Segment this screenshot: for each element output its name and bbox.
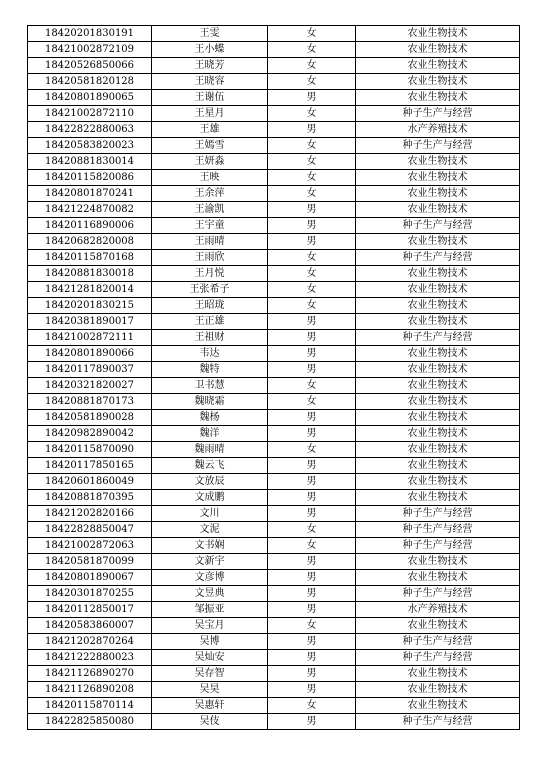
gender-cell: 男 [268, 330, 356, 346]
table-row [28, 426, 520, 442]
table-row [28, 490, 520, 506]
major-cell: 种子生产与经营 [356, 650, 520, 666]
student-name-cell: 王晓芳 [152, 58, 268, 74]
major-cell: 农业生物技术 [356, 410, 520, 426]
gender-cell: 男 [268, 490, 356, 506]
table-row [28, 202, 520, 218]
gender-cell: 女 [268, 250, 356, 266]
major-cell: 种子生产与经营 [356, 106, 520, 122]
student-name-cell: 卫书慧 [152, 378, 268, 394]
major-cell: 种子生产与经营 [356, 330, 520, 346]
student-name-cell: 王小蝶 [152, 42, 268, 58]
major-cell: 农业生物技术 [356, 362, 520, 378]
student-name-cell: 吴博 [152, 634, 268, 650]
gender-cell: 男 [268, 666, 356, 682]
student-name-cell: 魏雨晴 [152, 442, 268, 458]
gender-cell: 女 [268, 394, 356, 410]
student-name-cell: 文彦博 [152, 570, 268, 586]
student-name-cell: 文昱典 [152, 586, 268, 602]
gender-cell: 女 [268, 154, 356, 170]
student-name-cell: 文泥 [152, 522, 268, 538]
gender-cell: 男 [268, 362, 356, 378]
gender-cell: 女 [268, 522, 356, 538]
gender-cell: 男 [268, 234, 356, 250]
table-row [28, 346, 520, 362]
student-id-cell: 18421202870264 [28, 634, 152, 650]
student-id-cell: 18420583820023 [28, 138, 152, 154]
major-cell: 农业生物技术 [356, 74, 520, 90]
major-cell: 种子生产与经营 [356, 250, 520, 266]
major-cell: 农业生物技术 [356, 570, 520, 586]
student-name-cell: 文川 [152, 506, 268, 522]
student-id-cell: 18421002872111 [28, 330, 152, 346]
table-row [28, 74, 520, 90]
major-cell: 农业生物技术 [356, 394, 520, 410]
table-row [28, 282, 520, 298]
student-name-cell: 魏杨 [152, 410, 268, 426]
student-id-cell: 18421224870082 [28, 202, 152, 218]
gender-cell: 男 [268, 426, 356, 442]
table-row [28, 218, 520, 234]
student-roster-sheet [27, 25, 520, 730]
gender-cell: 男 [268, 202, 356, 218]
major-cell: 农业生物技术 [356, 42, 520, 58]
student-name-cell: 文放辰 [152, 474, 268, 490]
student-name-cell: 吴存智 [152, 666, 268, 682]
student-name-cell: 王雯 [152, 26, 268, 42]
table-row [28, 138, 520, 154]
student-name-cell: 王雨晴 [152, 234, 268, 250]
student-name-cell: 王晓容 [152, 74, 268, 90]
student-id-cell: 18420581870099 [28, 554, 152, 570]
student-id-cell: 18422825850080 [28, 714, 152, 730]
student-id-cell: 18421202820166 [28, 506, 152, 522]
student-id-cell: 18422822880063 [28, 122, 152, 138]
table-row [28, 298, 520, 314]
student-name-cell: 文成鹏 [152, 490, 268, 506]
table-row [28, 394, 520, 410]
student-id-cell: 18420321820027 [28, 378, 152, 394]
table-row [28, 250, 520, 266]
student-id-cell: 18420583860007 [28, 618, 152, 634]
student-id-cell: 18421281820014 [28, 282, 152, 298]
student-name-cell: 魏特 [152, 362, 268, 378]
table-row [28, 154, 520, 170]
major-cell: 农业生物技术 [356, 186, 520, 202]
student-name-cell: 王雄 [152, 122, 268, 138]
table-row [28, 698, 520, 714]
student-id-cell: 18420601860049 [28, 474, 152, 490]
student-name-cell: 魏晓霜 [152, 394, 268, 410]
major-cell: 农业生物技术 [356, 698, 520, 714]
gender-cell: 女 [268, 442, 356, 458]
major-cell: 农业生物技术 [356, 666, 520, 682]
major-cell: 农业生物技术 [356, 618, 520, 634]
student-name-cell: 王映 [152, 170, 268, 186]
student-id-cell: 18420115870168 [28, 250, 152, 266]
major-cell: 农业生物技术 [356, 90, 520, 106]
table-row [28, 538, 520, 554]
gender-cell: 男 [268, 650, 356, 666]
student-id-cell: 18420801870241 [28, 186, 152, 202]
student-id-cell: 18420201830215 [28, 298, 152, 314]
major-cell: 种子生产与经营 [356, 138, 520, 154]
student-id-cell: 18420881870173 [28, 394, 152, 410]
student-name-cell: 王余萍 [152, 186, 268, 202]
gender-cell: 女 [268, 106, 356, 122]
student-id-cell: 18420115820086 [28, 170, 152, 186]
major-cell: 种子生产与经营 [356, 218, 520, 234]
student-name-cell: 吴惠轩 [152, 698, 268, 714]
major-cell: 农业生物技术 [356, 378, 520, 394]
table-row [28, 186, 520, 202]
student-id-cell: 18420682820008 [28, 234, 152, 250]
student-id-cell: 18421222880023 [28, 650, 152, 666]
major-cell: 农业生物技术 [356, 154, 520, 170]
table-row [28, 634, 520, 650]
gender-cell: 男 [268, 586, 356, 602]
table-row [28, 522, 520, 538]
student-name-cell: 王正雄 [152, 314, 268, 330]
student-name-cell: 韦达 [152, 346, 268, 362]
student-id-cell: 18420201830191 [28, 26, 152, 42]
gender-cell: 女 [268, 170, 356, 186]
table-row [28, 586, 520, 602]
gender-cell: 女 [268, 26, 356, 42]
student-name-cell: 吴伎 [152, 714, 268, 730]
table-row [28, 602, 520, 618]
gender-cell: 女 [268, 298, 356, 314]
student-id-cell: 18421126890270 [28, 666, 152, 682]
table-row [28, 42, 520, 58]
gender-cell: 女 [268, 698, 356, 714]
table-row [28, 410, 520, 426]
student-name-cell: 邹振亚 [152, 602, 268, 618]
gender-cell: 男 [268, 506, 356, 522]
student-name-cell: 王宇童 [152, 218, 268, 234]
table-row [28, 474, 520, 490]
student-id-cell: 18420117850165 [28, 458, 152, 474]
major-cell: 农业生物技术 [356, 474, 520, 490]
major-cell: 农业生物技术 [356, 426, 520, 442]
table-row [28, 26, 520, 42]
table-row [28, 682, 520, 698]
gender-cell: 男 [268, 218, 356, 234]
student-id-cell: 18420381890017 [28, 314, 152, 330]
student-name-cell: 魏云飞 [152, 458, 268, 474]
table-row [28, 378, 520, 394]
gender-cell: 女 [268, 538, 356, 554]
student-name-cell: 王星月 [152, 106, 268, 122]
table-row [28, 90, 520, 106]
gender-cell: 男 [268, 554, 356, 570]
major-cell: 农业生物技术 [356, 282, 520, 298]
student-id-cell: 18420982890042 [28, 426, 152, 442]
major-cell: 农业生物技术 [356, 202, 520, 218]
gender-cell: 女 [268, 138, 356, 154]
major-cell: 种子生产与经营 [356, 714, 520, 730]
major-cell: 农业生物技术 [356, 314, 520, 330]
major-cell: 农业生物技术 [356, 234, 520, 250]
major-cell: 农业生物技术 [356, 26, 520, 42]
student-id-cell: 18420116890006 [28, 218, 152, 234]
major-cell: 农业生物技术 [356, 554, 520, 570]
gender-cell: 男 [268, 122, 356, 138]
major-cell: 农业生物技术 [356, 266, 520, 282]
student-id-cell: 18421002872063 [28, 538, 152, 554]
table-row [28, 314, 520, 330]
table-row [28, 666, 520, 682]
gender-cell: 女 [268, 186, 356, 202]
major-cell: 种子生产与经营 [356, 506, 520, 522]
gender-cell: 男 [268, 474, 356, 490]
student-id-cell: 18421126890208 [28, 682, 152, 698]
table-row [28, 330, 520, 346]
table-row [28, 714, 520, 730]
student-name-cell: 王昭珑 [152, 298, 268, 314]
major-cell: 农业生物技术 [356, 346, 520, 362]
table-row [28, 58, 520, 74]
table-row [28, 106, 520, 122]
gender-cell: 男 [268, 410, 356, 426]
student-id-cell: 18420801890065 [28, 90, 152, 106]
gender-cell: 男 [268, 570, 356, 586]
major-cell: 种子生产与经营 [356, 586, 520, 602]
student-name-cell: 魏洋 [152, 426, 268, 442]
student-roster-table [27, 25, 520, 730]
table-row [28, 266, 520, 282]
gender-cell: 男 [268, 90, 356, 106]
gender-cell: 女 [268, 266, 356, 282]
major-cell: 水产养殖技术 [356, 602, 520, 618]
major-cell: 农业生物技术 [356, 490, 520, 506]
student-id-cell: 18420115870114 [28, 698, 152, 714]
gender-cell: 男 [268, 602, 356, 618]
gender-cell: 男 [268, 682, 356, 698]
table-row [28, 362, 520, 378]
student-id-cell: 18421002872110 [28, 106, 152, 122]
gender-cell: 女 [268, 42, 356, 58]
major-cell: 农业生物技术 [356, 170, 520, 186]
student-id-cell: 18420881870395 [28, 490, 152, 506]
table-row [28, 650, 520, 666]
major-cell: 农业生物技术 [356, 458, 520, 474]
gender-cell: 女 [268, 282, 356, 298]
major-cell: 农业生物技术 [356, 58, 520, 74]
student-id-cell: 18420801890067 [28, 570, 152, 586]
table-row [28, 442, 520, 458]
student-name-cell: 王月悦 [152, 266, 268, 282]
student-id-cell: 18420881830014 [28, 154, 152, 170]
gender-cell: 男 [268, 314, 356, 330]
major-cell: 种子生产与经营 [356, 538, 520, 554]
student-id-cell: 18420301870255 [28, 586, 152, 602]
student-id-cell: 18420526850066 [28, 58, 152, 74]
student-id-cell: 18420801890066 [28, 346, 152, 362]
student-id-cell: 18420581820128 [28, 74, 152, 90]
student-id-cell: 18420117890037 [28, 362, 152, 378]
major-cell: 农业生物技术 [356, 298, 520, 314]
roster-body [28, 26, 520, 730]
student-name-cell: 吴宝月 [152, 618, 268, 634]
student-id-cell: 18421002872109 [28, 42, 152, 58]
major-cell: 种子生产与经营 [356, 522, 520, 538]
table-row [28, 570, 520, 586]
student-id-cell: 18420115870090 [28, 442, 152, 458]
gender-cell: 女 [268, 378, 356, 394]
major-cell: 农业生物技术 [356, 682, 520, 698]
student-name-cell: 王渝凯 [152, 202, 268, 218]
student-id-cell: 18420881830018 [28, 266, 152, 282]
table-row [28, 122, 520, 138]
student-name-cell: 文书娴 [152, 538, 268, 554]
student-name-cell: 王雨欣 [152, 250, 268, 266]
gender-cell: 男 [268, 458, 356, 474]
table-row [28, 554, 520, 570]
table-row [28, 506, 520, 522]
student-name-cell: 文新宇 [152, 554, 268, 570]
gender-cell: 女 [268, 58, 356, 74]
table-row [28, 170, 520, 186]
student-id-cell: 18420581890028 [28, 410, 152, 426]
student-name-cell: 王谢伍 [152, 90, 268, 106]
gender-cell: 女 [268, 618, 356, 634]
student-id-cell: 18422828850047 [28, 522, 152, 538]
table-row [28, 234, 520, 250]
gender-cell: 男 [268, 346, 356, 362]
gender-cell: 男 [268, 634, 356, 650]
gender-cell: 女 [268, 74, 356, 90]
gender-cell: 男 [268, 714, 356, 730]
student-name-cell: 王张希子 [152, 282, 268, 298]
student-id-cell: 18420112850017 [28, 602, 152, 618]
student-name-cell: 王妍淼 [152, 154, 268, 170]
major-cell: 水产养殖技术 [356, 122, 520, 138]
table-row [28, 458, 520, 474]
student-name-cell: 王嫣雪 [152, 138, 268, 154]
major-cell: 种子生产与经营 [356, 634, 520, 650]
student-name-cell: 吴昊 [152, 682, 268, 698]
student-name-cell: 吴灿安 [152, 650, 268, 666]
student-name-cell: 王祖财 [152, 330, 268, 346]
table-row [28, 618, 520, 634]
major-cell: 农业生物技术 [356, 442, 520, 458]
